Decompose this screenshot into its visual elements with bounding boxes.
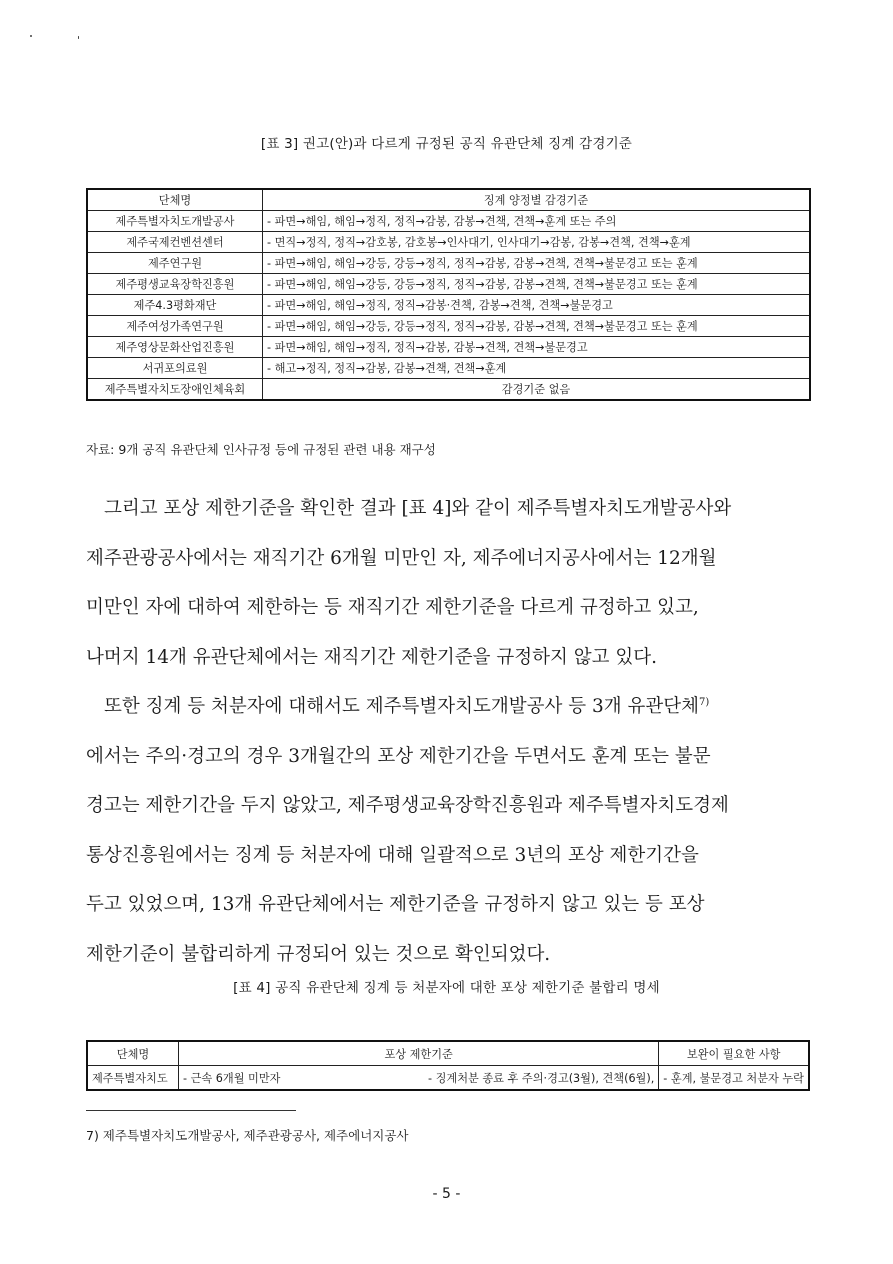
- org-name: 제주여성가족연구원: [87, 316, 263, 337]
- criteria-discipline: - 징계처분 종료 후 주의·경고(3월), 견책(6월),: [428, 1071, 655, 1085]
- table3-caption: [표 3] 권고(안)과 다르게 규정된 공직 유관단체 징계 감경기준: [260, 136, 633, 152]
- header-criteria: 포상 제한기준: [179, 1041, 659, 1066]
- paragraph-line: 에서는 주의·경고의 경우 3개월간의 포상 제한기간을 두면서도 훈계 또는 불문: [86, 745, 711, 767]
- table-row: [87, 358, 810, 379]
- paragraph-line-text: 또한 징계 등 처분자에 대해서도 제주특별자치도개발공사 등 3개 유관단체: [104, 696, 699, 717]
- org-name: 제주연구원: [87, 253, 263, 274]
- paragraph-line: 나머지 14개 유관단체에서는 재직기간 제한기준을 규정하지 않고 있다.: [86, 646, 657, 668]
- paragraph-line: 제주관광공사에서는 재직기간 6개월 미만인 자, 제주에너지공사에서는 12개월: [86, 547, 717, 569]
- table-row: [87, 337, 810, 358]
- criteria-cell: - 파면→해임, 해임→강등, 강등→정직, 정직→감봉, 감봉→견책, 견책→불문경고 또는 훈계: [263, 274, 811, 295]
- org-name: 제주평생교육장학진흥원: [87, 274, 263, 295]
- header-criteria: 징계 양정별 감경기준: [263, 189, 811, 211]
- criteria-cell: - 해고→정직, 정직→감봉, 감봉→견책, 견책→훈계: [263, 358, 811, 379]
- criteria-cell: [179, 1066, 659, 1091]
- criteria-tenure: - 근속 6개월 미만자: [183, 1071, 281, 1085]
- paragraph-line: 두고 있었으며, 13개 유관단체에서는 제한기준을 규정하지 않고 있는 등 포상: [86, 894, 705, 915]
- criteria-cell: - 파면→해임, 해임→강등, 강등→정직, 정직→감봉, 감봉→견책, 견책→불문경고 또는 훈계: [263, 316, 811, 337]
- table4-caption: [표 4] 공직 유관단체 징계 등 처분자에 대한 포상 제한기준 불합리 명세: [233, 980, 660, 996]
- table-row: [87, 379, 810, 401]
- criteria-cell: - 파면→해임, 해임→강등, 강등→정직, 정직→감봉, 감봉→견책, 견책→불문경고 또는 훈계: [263, 253, 811, 274]
- table-row: [87, 295, 810, 316]
- table-row: [87, 1066, 809, 1091]
- paragraph-line: [86, 682, 810, 732]
- footnote-divider: [86, 1110, 296, 1111]
- footnote: 7) 제주특별자치도개발공사, 제주관광공사, 제주에너지공사: [86, 1128, 409, 1143]
- body-paragraph-2: [86, 682, 810, 979]
- org-name: 제주특별자치도개발공사: [87, 211, 263, 232]
- table-row: [87, 211, 810, 232]
- paragraph-line: 미만인 자에 대하여 제한하는 등 재직기간 제한기준을 다르게 규정하고 있고,: [86, 597, 699, 618]
- paragraph-line: 그리고 포상 제한기준을 확인한 결과 [표 4]와 같이 제주특별자치도개발공사와: [104, 498, 732, 519]
- table4: [86, 1040, 810, 1091]
- table-row: [87, 316, 810, 337]
- table3-source-note: 자료: 9개 공직 유관단체 인사규정 등에 규정된 관련 내용 재구성: [86, 442, 436, 457]
- scan-speck: [30, 35, 32, 37]
- table-row: [87, 232, 810, 253]
- paragraph-line: 통상진흥원에서는 징계 등 처분자에 대해 일괄적으로 3년의 포상 제한기간을: [86, 844, 699, 866]
- org-name: 제주영상문화산업진흥원: [87, 337, 263, 358]
- table-header-row: [87, 189, 810, 211]
- header-improve: 보완이 필요한 사항: [659, 1041, 809, 1066]
- org-name: 제주4.3평화재단: [87, 295, 263, 316]
- criteria-cell: - 파면→해임, 해임→정직, 정직→감봉·견책, 감봉→견책, 견책→불문경고: [263, 295, 811, 316]
- org-name: 제주특별자치도: [87, 1066, 179, 1091]
- criteria-cell: - 파면→해임, 해임→정직, 정직→감봉, 감봉→견책, 견책→훈계 또는 주의: [263, 211, 811, 232]
- criteria-cell: 감경기준 없음: [263, 379, 811, 401]
- table-header-row: [87, 1041, 809, 1066]
- table-row: [87, 274, 810, 295]
- header-org: 단체명: [87, 189, 263, 211]
- criteria-cell: - 면직→정직, 정직→감호봉, 감호봉→인사대기, 인사대기→감봉, 감봉→견책, 견책→훈계: [263, 232, 811, 253]
- page-number: - 5 -: [432, 1186, 461, 1202]
- paragraph-line: 경고는 제한기간을 두지 않았고, 제주평생교육장학진흥원과 제주특별자치도경제: [86, 795, 729, 816]
- improve-cell: - 훈계, 불문경고 처분자 누락: [659, 1066, 809, 1091]
- footnote-marker: 7): [698, 696, 710, 708]
- table3: [86, 188, 811, 401]
- org-name: 제주국제컨벤션센터: [87, 232, 263, 253]
- org-name: 서귀포의료원: [87, 358, 263, 379]
- org-name: 제주특별자치도장애인체육회: [87, 379, 263, 401]
- paragraph-line: 제한기준이 불합리하게 규정되어 있는 것으로 확인되었다.: [86, 943, 551, 965]
- scan-speck: [78, 36, 79, 39]
- criteria-cell: - 파면→해임, 해임→정직, 정직→감봉, 감봉→견책, 견책→불문경고: [263, 337, 811, 358]
- table-row: [87, 253, 810, 274]
- body-paragraph-1: [86, 484, 810, 682]
- header-org: 단체명: [87, 1041, 179, 1066]
